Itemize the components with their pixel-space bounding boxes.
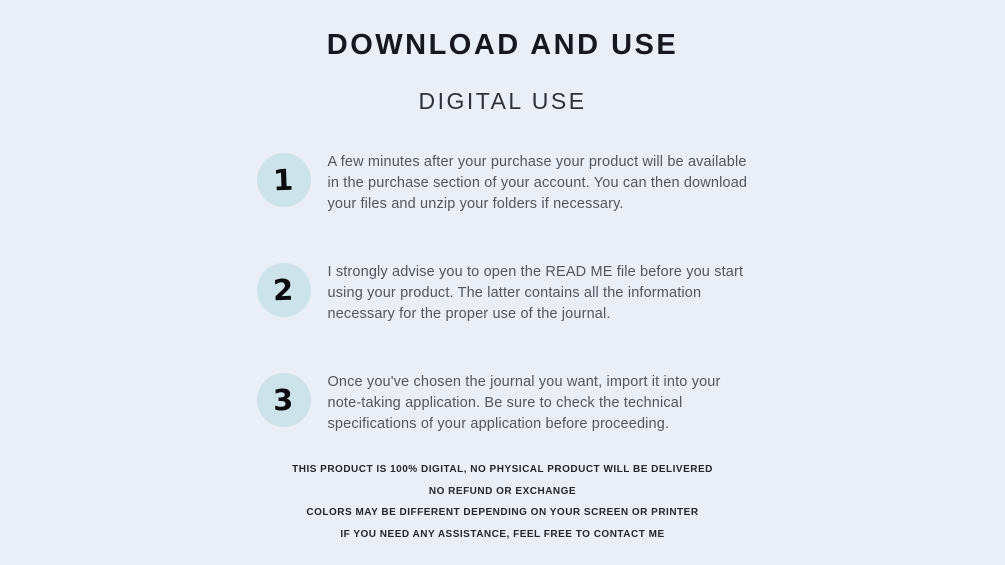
disclaimer-line-assistance: IF YOU NEED ANY ASSISTANCE, FEEL FREE TO CONTACT ME [340,528,665,540]
step-3-circle [257,373,311,427]
page-title: DOWNLOAD AND USE [326,29,679,61]
step-2-number: 2 [272,272,295,307]
step-1-text: A few minutes after your purchase your product will be available in the purchase section of your account. You can then download your files and unzip your folders if necessary. [327,154,748,212]
step-2-text: I strongly advise you to open the READ ME file before you start using your product. The latter contains all the information necessary for the proper use of the journal. [327,264,744,322]
disclaimer-line-refund: NO REFUND OR EXCHANGE [428,485,577,497]
disclaimer-line-colors: COLORS MAY BE DIFFERENT DEPENDING ON YOUR SCREEN OR PRINTER [306,507,699,518]
step-item-3 [257,372,749,435]
step-item-1 [257,152,749,215]
step-3-text: Once you've chosen the journal you want, import it into your note-taking application. Be sure to check the technical specifications of your application before proceeding. [327,374,721,432]
step-1-circle [257,153,311,207]
step-3-number: 3 [272,382,295,417]
step-item-2 [257,262,749,325]
page-subtitle: DIGITAL USE [418,88,587,114]
steps-list [257,152,749,435]
disclaimer-line-digital: THIS PRODUCT IS 100% DIGITAL, NO PHYSICAL PRODUCT WILL BE DELIVERED [292,464,713,475]
disclaimer-block [0,459,1005,545]
step-1-number: 1 [272,162,295,197]
step-2-circle [257,263,311,317]
